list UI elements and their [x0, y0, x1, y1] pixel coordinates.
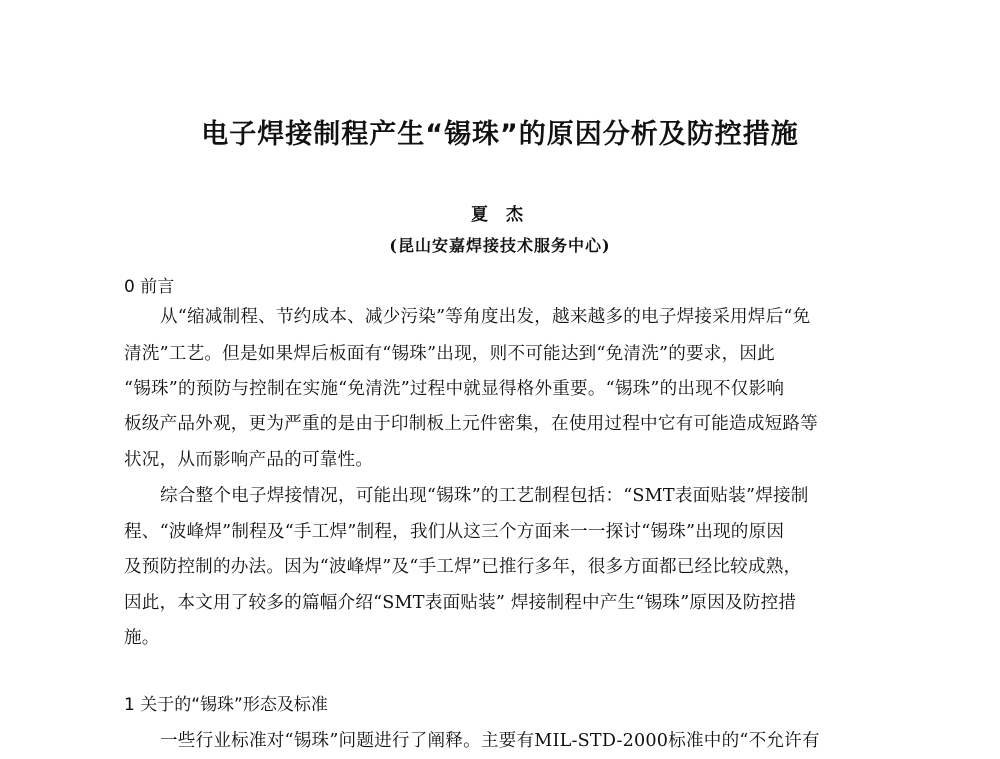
section-heading-introduction: 0 前言	[124, 277, 175, 297]
paragraph-line: 一些行业标准对“锡珠”问题进行了阐释。主要有MIL-STD-2000标准中的“不允许有	[160, 731, 820, 751]
paragraph-line: 及预防控制的办法。因为“波峰焊”及“手工焊”已推行多年，很多方面都已经比较成熟，	[124, 557, 802, 577]
paragraph-line: 清洗”工艺。但是如果焊后板面有“锡珠”出现，则不可能达到“免清洗”的要求，因此	[124, 344, 775, 364]
paragraph-line: 从“缩减制程、节约成本、减少污染”等角度出发，越来越多的电子焊接采用焊后“免	[160, 307, 811, 327]
paragraph-line: “锡珠”的预防与控制在实施“免清洗”过程中就显得格外重要。“锡珠”的出现不仅影响	[124, 379, 785, 399]
paragraph-line: 程、“波峰焊”制程及“手工焊”制程，我们从这三个方面来一一探讨“锡珠”出现的原因	[124, 522, 785, 542]
paragraph-line: 因此，本文用了较多的篇幅介绍“SMT表面贴装” 焊接制程中产生“锡珠”原因及防控措	[124, 593, 797, 613]
section-heading-solder-ball-standards: 1 关于的“锡珠”形态及标准	[124, 695, 328, 715]
author-name: 夏 杰	[471, 205, 529, 225]
paragraph-line: 状况，从而影响产品的可靠性。	[124, 450, 374, 470]
paragraph-line: 板级产品外观，更为严重的是由于印制板上元件密集，在使用过程中它有可能造成短路等	[124, 414, 818, 434]
paper-title: 电子焊接制程产生“锡珠”的原因分析及防控措施	[201, 119, 799, 150]
author-affiliation: (昆山安嘉焊接技术服务中心)	[389, 236, 611, 255]
paragraph-line: 综合整个电子焊接情况，可能出现“锡珠”的工艺制程包括：“SMT表面贴装”焊接制	[160, 486, 809, 506]
paragraph-line: 施。	[124, 628, 160, 648]
